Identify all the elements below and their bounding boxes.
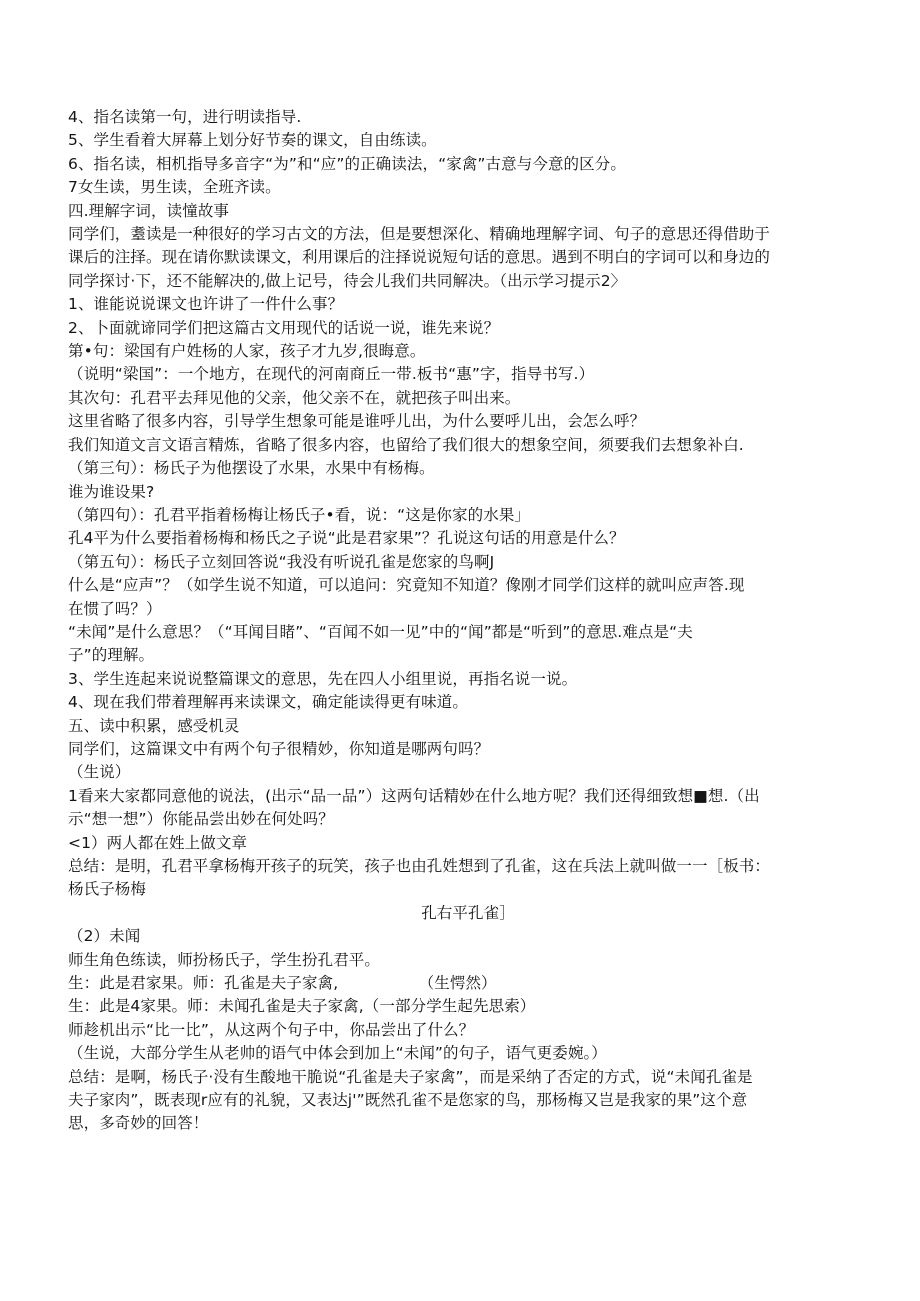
text-line: 6、指名读，相机指导多音字“为”和“应”的正确读法，“家禽”古意与今意的区分。 xyxy=(68,154,626,173)
text-line: （说明“梁国”：一个地方，在现代的河南商丘一带.板书“惠”字，指导书写.） xyxy=(68,365,595,384)
text-line: 师生角色练读，师扮杨氏子，学生扮孔君平。 xyxy=(68,950,381,969)
text-line: 在惯了吗？） xyxy=(68,599,162,618)
document-body xyxy=(68,106,848,1136)
blackboard-line: 孔右平孔雀］ xyxy=(421,903,515,922)
text-line: 1看来大家都同意他的说法，(出示“品一品”）这两句话精妙在什么地方呢？我们还得细致想■想.（出 xyxy=(68,786,760,805)
text-line: 谁为谁设果? xyxy=(68,482,155,501)
text-line: （2）未闻 xyxy=(68,927,141,946)
text-line: 生：此是君家果。师：孔雀是夫子家禽, （生愕然） xyxy=(68,974,497,993)
text-line: 师趁机出示“比一比”，从这两个句子中，你品尝出了什么？ xyxy=(68,1020,475,1039)
text-line: 示“想一想”）你能品尝出妙在何处吗？ xyxy=(68,810,334,829)
text-line: 4、现在我们带着理解再来读课文，确定能读得更有味道。 xyxy=(68,693,468,712)
text-line: （第四句）：孔君平指着杨梅让杨氏子•看，说：“这是你家的水果」 xyxy=(68,505,531,524)
text-line: 2、卜面就谛同学们把这篇古文用现代的话说一说，谁先来说？ xyxy=(68,318,500,337)
text-line: 5、学生看着大屏幕上划分好节奏的课文，自由练读。 xyxy=(68,131,437,150)
text-line: （第三句）：杨氏子为他摆设了水果，水果中有杨梅。 xyxy=(68,459,435,478)
text-line: “未闻”是什么意思？（“耳闻目睹”、“百闻不如一见”中的“闻”都是“听到”的意思.难点是“夫 xyxy=(68,622,693,641)
text-line: 同学们，这篇课文中有两个句子很精妙，你知道是哪两句吗？ xyxy=(68,739,490,758)
text-line: 什么是“应声”？（如学生说不知道，可以追问：究竟知不知道？像刚才同学们这样的就叫应声答.现 xyxy=(68,576,745,595)
text-line: 4、指名读第一句，进行明读指导. xyxy=(68,108,302,126)
text-line: （生说，大部分学生从老帅的语气中体会到加上“未闻”的句子，语气更委婉。） xyxy=(68,1044,607,1063)
text-line: 课后的注择。现在请你默读课文，利用课后的注择说说短句话的意思。遇到不明白的字词可以和身边的 xyxy=(68,248,771,267)
text-line: <1）两人都在姓上做文章 xyxy=(68,833,248,852)
text-line: 第•句：梁国有户姓杨的人家，孩子才九岁,很晦意。 xyxy=(68,342,426,361)
text-line: 孔4平为什么要指着杨梅和杨氏之子说“此是君家果”？孔说这句话的用意是什么？ xyxy=(68,529,625,548)
text-line: 其次句：孔君平去拜见他的父亲，他父亲不在，就把孩子叫出来。 xyxy=(68,388,521,407)
text-line: 总结：是明，孔君平拿杨梅开孩子的玩笑，孩子也由孔姓想到了孔雀，这在兵法上就叫做一一［板书： xyxy=(68,857,771,875)
text-line: 1、谁能说说课文也许讲了一件什么事？ xyxy=(68,295,344,314)
text-line: 杨氏子杨梅 xyxy=(68,880,147,899)
text-line: 同学探讨·下，还不能解决的,做上记号，待会儿我们共同解决。（出示学习提示2〉 xyxy=(68,271,627,290)
text-line: 7女生读，男生读，全班齐读。 xyxy=(68,178,281,197)
text-line: 子”的理解。 xyxy=(68,646,155,665)
text-line: 这里省略了很多内容，引导学生想象可能是谁呼儿出，为什么要呼儿出，会怎么呼？ xyxy=(68,412,646,431)
text-line: （生说） xyxy=(68,763,131,782)
text-line: 同学们，耋读是一种很好的学习古文的方法，但是要想深化、精确地理解字词、句子的意思还得借助于 xyxy=(68,225,771,244)
section-heading: 五、读中积累，感受机灵 xyxy=(68,716,240,735)
section-heading: 四.理解字词，读憧故事 xyxy=(68,201,230,220)
text-line: 夫子家肉”，既表现r应有的礼貌，又表达j'”既然孔雀不是您家的鸟，那杨梅又岂是我家的果”这个意 xyxy=(68,1091,748,1110)
text-line: （第五句）：杨氏子立刻回答说“我没有听说孔雀是您家的鸟啊J xyxy=(68,552,495,571)
text-line: 思，多奇妙的回答！ xyxy=(68,1114,209,1133)
text-line: 总结：是啊，杨氏子·没有生酸地干脆说“孔雀是夫子家禽”，而是采纳了否定的方式，说“未闻孔雀是 xyxy=(68,1067,753,1086)
text-line: 生：此是4家果。师：未闻孔雀是夫子家禽,（一部分学生起先思索） xyxy=(68,997,536,1016)
text-line: 我们知道文言文语言精炼，省略了很多内容，也留给了我们很大的想象空间，须要我们去想象补白. xyxy=(68,435,744,454)
text-line: 3、学生连起来说说整篇课文的意思，先在四人小组里说，再指名说一说。 xyxy=(68,669,578,688)
